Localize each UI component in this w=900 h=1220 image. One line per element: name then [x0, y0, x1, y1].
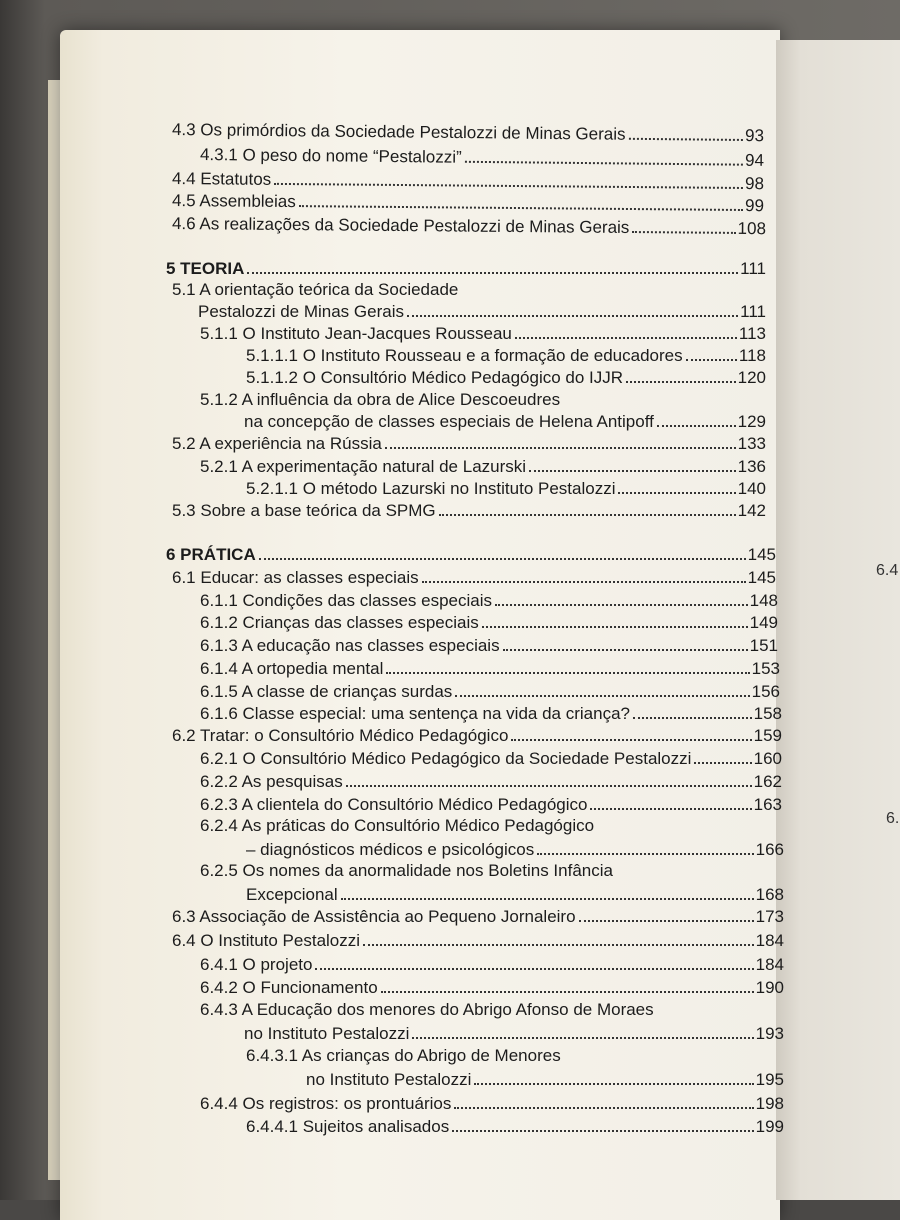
toc-leader-dots [299, 205, 743, 211]
toc-entry-title: 6.4.4 Os registros: os prontuários [200, 1094, 452, 1113]
toc-entry [172, 568, 776, 588]
toc-entry-page: 118 [738, 346, 766, 365]
toc-entry-title: 6.2 Tratar: o Consultório Médico Pedagógico [172, 726, 509, 745]
toc-entry-page: 160 [753, 749, 782, 768]
toc-entry-page: 145 [747, 545, 776, 564]
toc-chapter [166, 545, 776, 565]
toc-entry-page: 184 [755, 955, 784, 974]
toc-entry [244, 1024, 784, 1044]
toc-entry-title: 5.1.2 A influência da obra de Alice Descoeudres [200, 390, 561, 409]
toc-entry-title: 6 PRÁTICA [166, 545, 256, 564]
toc-entry-page: 173 [755, 907, 784, 926]
toc-entry-title: 6.1.4 A ortopedia mental [200, 659, 384, 678]
toc-entry [200, 457, 766, 477]
toc-leader-dots [315, 968, 753, 970]
toc-entry-page: 140 [737, 479, 766, 498]
toc-entry [172, 191, 764, 216]
toc-chapter [166, 259, 766, 279]
toc-entry-title: 6.1.5 A classe de crianças surdas [200, 682, 453, 701]
toc-leader-dots [381, 991, 754, 993]
toc-entry-title: Excepcional [246, 885, 338, 904]
toc-entry-title: 5.1.1 O Instituto Jean-Jacques Rousseau [200, 324, 512, 343]
toc-entry-page: 93 [744, 126, 765, 146]
toc-entry-title: 5.1.1.1 O Instituto Rousseau e a formação de educadores [246, 346, 683, 365]
toc-entry-title: 6.2.2 As pesquisas [200, 772, 343, 791]
toc-entry [244, 412, 766, 432]
toc-entry [200, 682, 780, 702]
toc-entry-title: 6.1.6 Classe especial: uma sentença na vida da criança? [200, 704, 630, 723]
toc-entry-title: 6.2.5 Os nomes da anormalidade nos Boletins Infância [200, 861, 613, 880]
toc-entry [306, 1070, 784, 1090]
toc-entry-page: 166 [755, 840, 784, 859]
toc-entry-title: 6.4.3.1 As crianças do Abrigo de Menores [246, 1046, 561, 1065]
toc-entry [200, 704, 782, 724]
toc-entry-title: 6.4.1 O projeto [200, 955, 313, 974]
toc-entry [172, 931, 784, 951]
toc-entry-page: 151 [749, 636, 778, 655]
toc-entry [200, 636, 778, 656]
toc-entry-title: 6.4.4.1 Sujeitos analisados [246, 1117, 450, 1136]
toc-entry-title: 4.3 Os primórdios da Sociedade Pestalozzi de Minas Gerais [171, 120, 626, 144]
toc-entry [246, 368, 766, 388]
toc-entry [246, 1117, 784, 1137]
toc-leader-dots [455, 695, 749, 697]
toc-entry-page: 198 [755, 1094, 784, 1113]
toc-entry [172, 169, 764, 194]
toc-entry [246, 479, 766, 499]
toc-entry-page: 111 [740, 259, 766, 278]
toc-entry-page: 111 [740, 302, 766, 321]
toc-entry [200, 795, 782, 815]
toc-leader-dots [385, 447, 736, 449]
toc-entry-page: 148 [749, 591, 778, 610]
toc-entry-page: 195 [755, 1070, 784, 1089]
toc-leader-dots [474, 1083, 753, 1085]
toc-entry [172, 907, 784, 927]
toc-entry-page: 120 [737, 368, 766, 387]
toc-leader-dots [503, 649, 748, 651]
toc-entry-title: 6.2.1 O Consultório Médico Pedagógico da Sociedade Pestalozzi [200, 749, 692, 768]
toc-leader-dots [694, 762, 751, 764]
toc-leader-dots [274, 183, 743, 189]
toc-leader-dots [439, 514, 736, 516]
toc-entry-title: no Instituto Pestalozzi [244, 1024, 410, 1043]
toc-leader-dots [628, 138, 743, 141]
toc-entry-title: 6.1.3 A educação nas classes especiais [200, 636, 500, 655]
toc-entry [246, 840, 784, 860]
toc-entry [246, 885, 784, 905]
toc-entry [200, 749, 782, 769]
toc-entry-page: 193 [755, 1024, 784, 1043]
toc-leader-dots [363, 944, 754, 946]
toc-entry-title: 6.4 O Instituto Pestalozzi [172, 931, 361, 950]
toc-entry-title: 5 TEORIA [166, 259, 245, 278]
toc-entry-title: na concepção de classes especiais de Helena Antipoff [244, 412, 654, 431]
toc-entry [200, 324, 766, 344]
toc-entry [200, 613, 778, 633]
toc-entry-page: 156 [751, 682, 780, 701]
toc-entry-page: 190 [755, 978, 784, 997]
toc-entry-page: 98 [744, 174, 765, 194]
toc-entry-title: no Instituto Pestalozzi [306, 1070, 472, 1089]
toc-leader-dots [495, 604, 748, 606]
toc-leader-dots [633, 717, 752, 719]
toc-entry-page: 145 [747, 568, 776, 587]
toc-entry-page: 184 [755, 931, 784, 950]
toc-leader-dots [618, 492, 735, 494]
toc-entry [246, 346, 766, 366]
toc-entry-title: 6.3 Associação de Assistência ao Pequeno Jornaleiro [172, 907, 576, 926]
toc-entry-title: 5.2 A experiência na Rússia [172, 434, 382, 453]
toc-entry [200, 659, 780, 679]
toc-entry [198, 302, 766, 322]
toc-leader-dots [686, 359, 737, 361]
toc-entry [200, 145, 764, 171]
toc-entry-page: 159 [753, 726, 782, 745]
toc-entry [200, 1094, 784, 1114]
toc-entry [200, 772, 782, 792]
toc-entry-page: 168 [755, 885, 784, 904]
toc-leader-dots [511, 739, 751, 741]
toc-entry [172, 726, 782, 746]
toc-leader-dots [452, 1130, 753, 1132]
toc-entry-title: 5.1 A orientação teórica da Sociedade [172, 280, 459, 299]
toc-leader-dots [632, 231, 735, 234]
toc-entry [200, 955, 784, 975]
toc-entry-page: 94 [744, 150, 765, 170]
toc-leader-dots [537, 853, 753, 855]
toc-leader-dots [515, 337, 737, 339]
toc-entry-page: 99 [744, 196, 765, 216]
toc-leader-dots [626, 381, 736, 383]
facing-page-text: 6. [886, 810, 900, 827]
toc-entry-title: Pestalozzi de Minas Gerais [198, 302, 404, 321]
toc-entry-title: 6.2.3 A clientela do Consultório Médico Pedagógico [200, 795, 588, 814]
facing-page-text: 6.4 [876, 562, 899, 579]
toc-leader-dots [341, 898, 754, 900]
toc-leader-dots [247, 272, 738, 274]
toc-entry-page: 199 [755, 1117, 784, 1136]
toc-entry [172, 120, 764, 146]
toc-entry-title: 4.5 Assembleias [171, 191, 296, 212]
toc-entry-page: 133 [737, 434, 766, 453]
toc-entry-page: 136 [737, 457, 766, 476]
toc-entry [172, 434, 766, 454]
toc-entry-title: 4.3.1 O peso do nome “Pestalozzi” [199, 145, 462, 167]
toc-entry-title: 6.1 Educar: as classes especiais [172, 568, 419, 587]
toc-leader-dots [657, 425, 736, 427]
toc-entry-page: 149 [749, 613, 778, 632]
toc-entry-title: 5.1.1.2 O Consultório Médico Pedagógico do IJJR [246, 368, 624, 387]
toc-entry-page: 158 [753, 704, 782, 723]
toc-entry-title: 5.2.1 A experimentação natural de Lazurski [200, 457, 527, 476]
toc-entry-title: 4.4 Estatutos [171, 169, 272, 189]
toc-leader-dots [386, 672, 749, 674]
toc-entry-page: 113 [738, 324, 766, 343]
toc-entry-title: 6.4.3 A Educação dos menores do Abrigo Afonso de Moraes [200, 1000, 654, 1019]
toc-entry-title: 6.1.1 Condições das classes especiais [200, 591, 492, 610]
toc-leader-dots [590, 808, 751, 810]
toc-leader-dots [412, 1037, 753, 1039]
toc-entry [200, 978, 784, 998]
toc-entry-title: 6.2.4 As práticas do Consultório Médico Pedagógico [200, 816, 595, 835]
toc-leader-dots [465, 161, 743, 166]
toc-entry-title: 5.3 Sobre a base teórica da SPMG [172, 501, 436, 520]
toc-entry-title: – diagnósticos médicos e psicológicos [246, 840, 535, 859]
toc-leader-dots [454, 1107, 753, 1109]
toc-leader-dots [422, 581, 746, 583]
toc-leader-dots [482, 626, 748, 628]
toc-entry-title: 6.4.2 O Funcionamento [200, 978, 378, 997]
toc-entry-page: 162 [753, 772, 782, 791]
toc-entry-page: 129 [737, 412, 766, 431]
toc-leader-dots [346, 785, 752, 787]
toc-entry-title: 6.1.2 Crianças das classes especiais [200, 613, 479, 632]
toc-entry-title: 4.6 As realizações da Sociedade Pestalozzi de Minas Gerais [171, 214, 630, 237]
toc-entry [200, 591, 778, 611]
toc-entry-page: 163 [753, 795, 782, 814]
toc-leader-dots [407, 315, 738, 317]
toc-leader-dots [529, 470, 736, 472]
toc-entry-title: 5.2.1.1 O método Lazurski no Instituto Pestalozzi [246, 479, 616, 498]
toc-entry [172, 501, 766, 521]
toc-entry-page: 142 [737, 501, 766, 520]
toc-entry-page: 153 [751, 659, 780, 678]
toc-entry [172, 214, 766, 239]
toc-leader-dots [579, 920, 754, 922]
toc-entry-page: 108 [737, 218, 767, 239]
toc-leader-dots [259, 558, 746, 560]
